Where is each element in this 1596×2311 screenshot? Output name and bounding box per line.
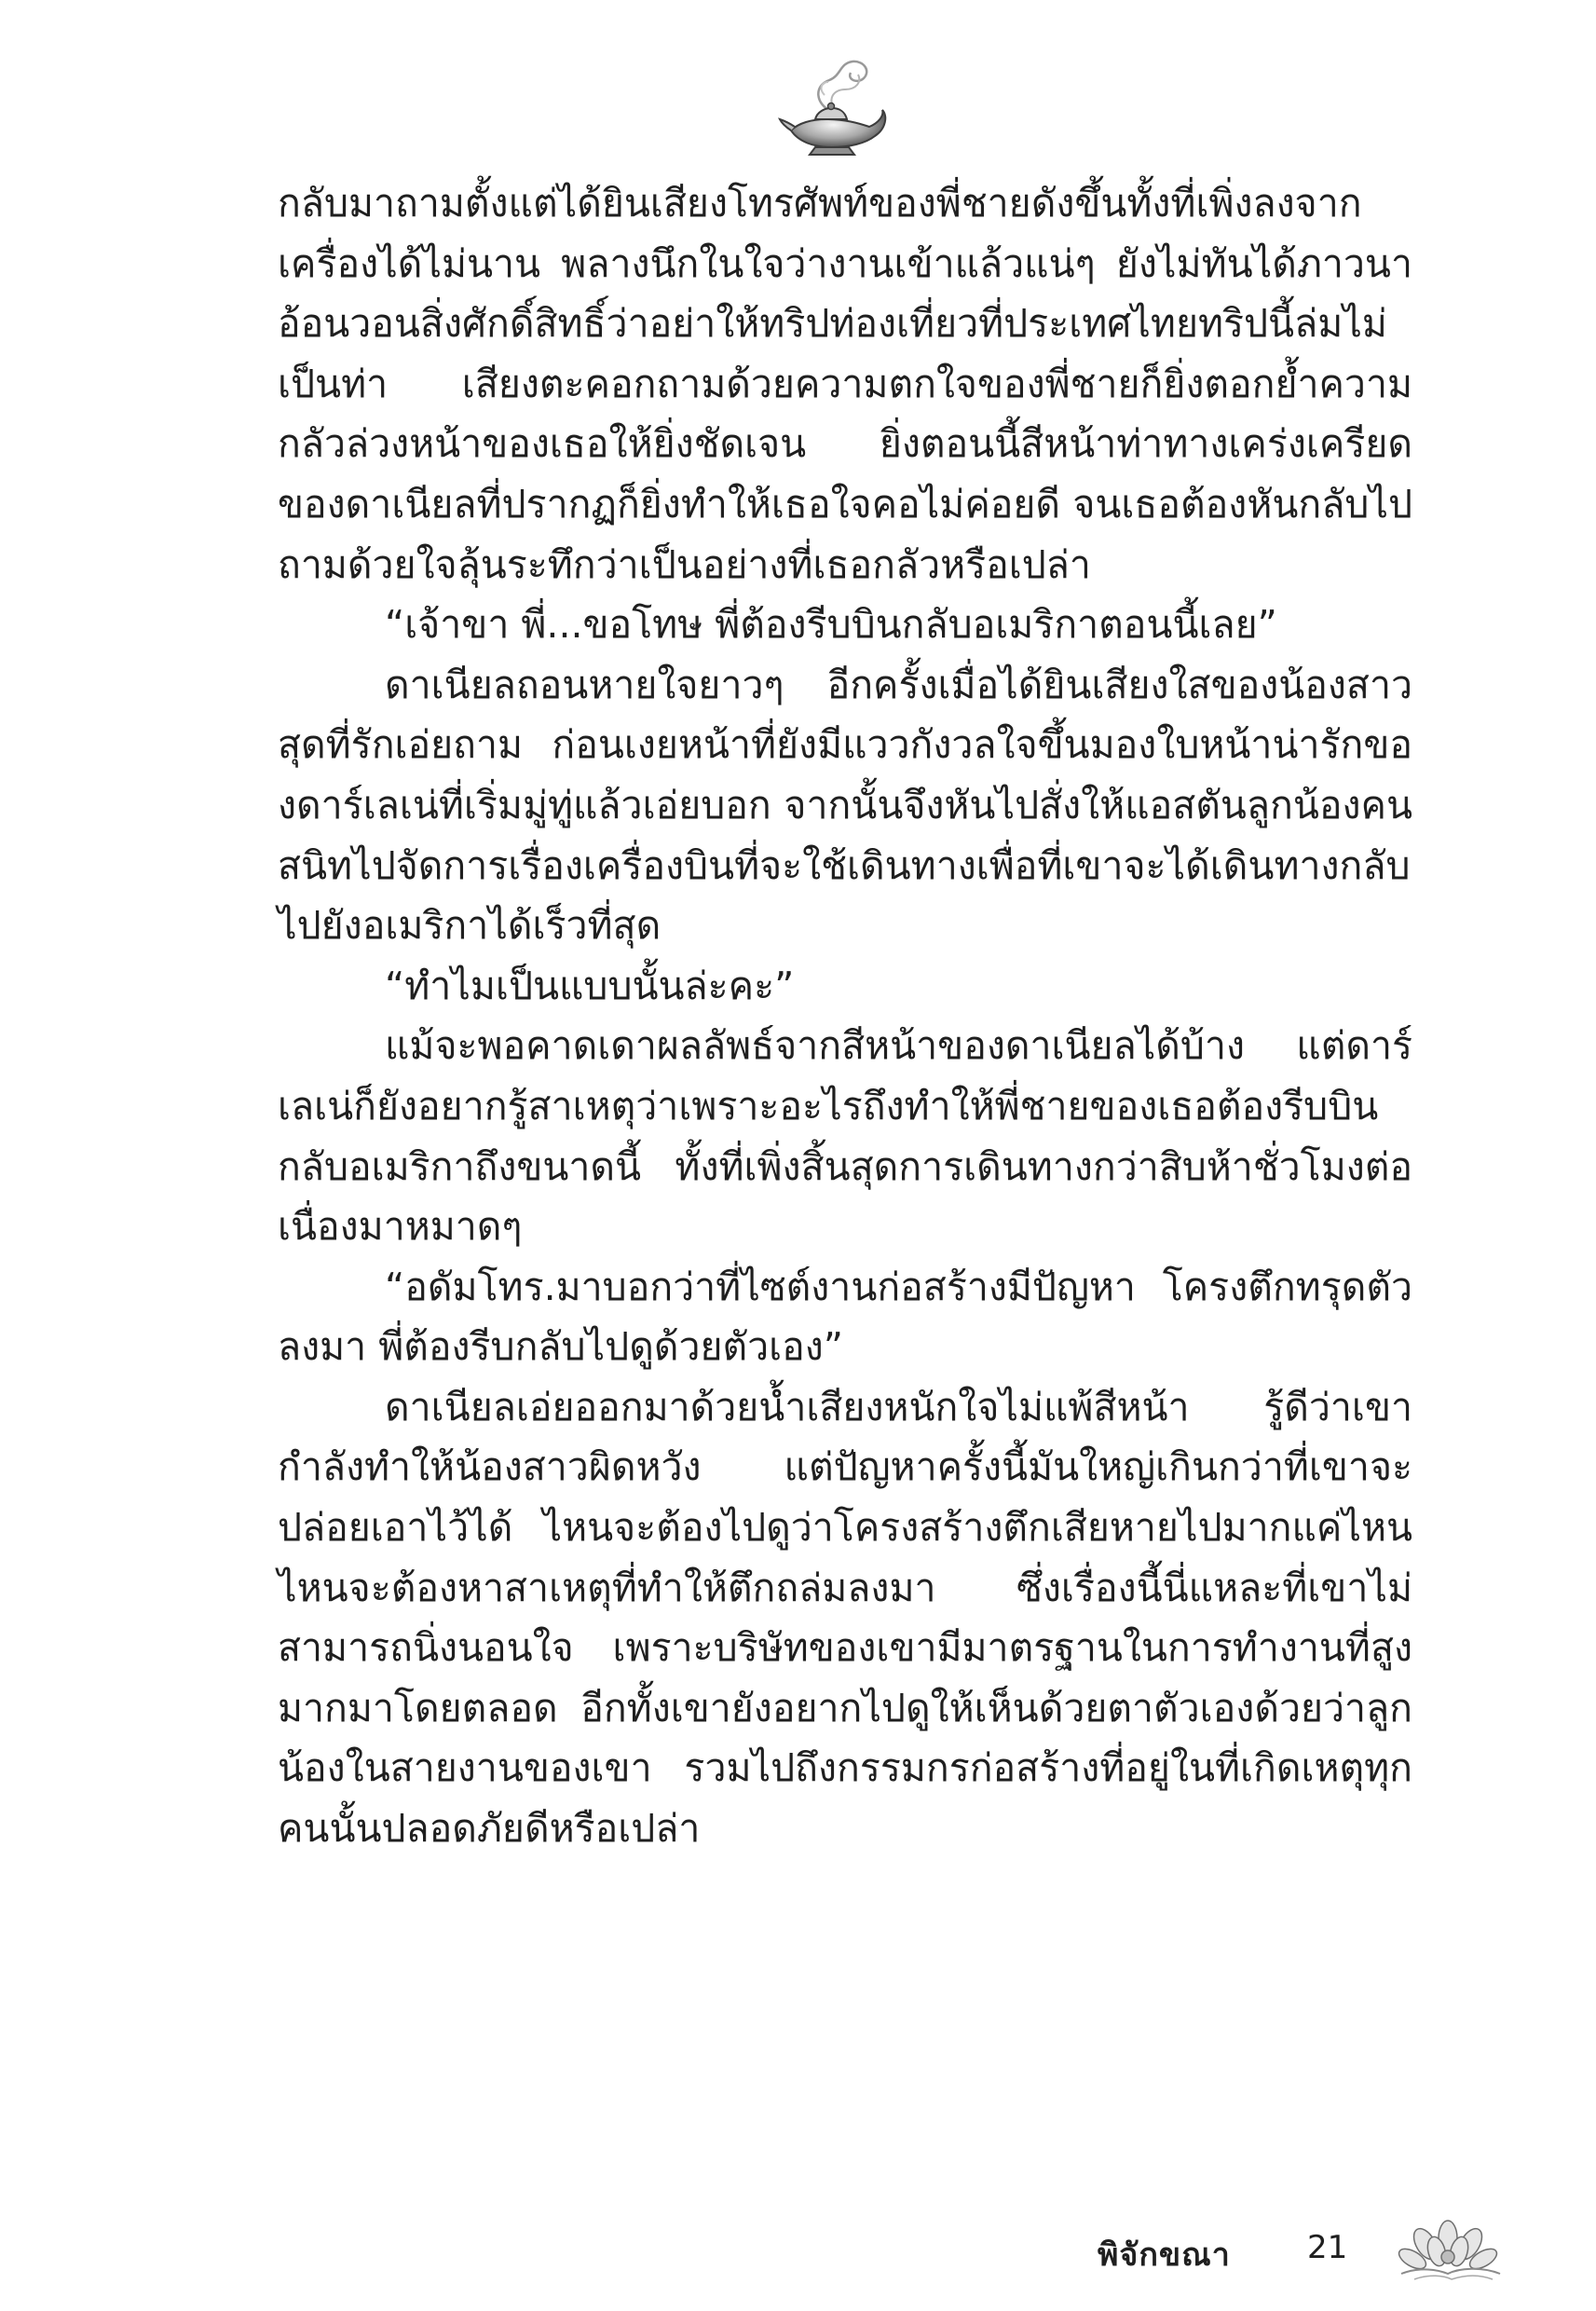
paragraph: “เจ้าขา พี่...ขอโทษ พี่ต้องรีบบินกลับอเมริกาตอนนี้เลย” <box>385 602 1277 648</box>
lotus-flower-icon <box>1392 2220 1507 2285</box>
paragraph: ดาเนียลถอนหายใจยาวๆ อีกครั้งเมื่อได้ยินเสียงใสของน้องสาวสุดที่รักเอ่ยถาม ก่อนเงยหน้าที่ยังมีแววกังวลใจขึ้นมองใบหน้าน่ารักของดาร์เลเน่ที่เริ่มมู่ทู่แล้วเอ่ยบอก จากนั้นจึงหันไปสั่งให้แอสตันลูกน้องคนสนิทไปจัดการเรื่องเครื่องบินที่จะใช้เดินทางเพื่อที่เขาจะได้เดินทางกลับไปยังอเมริกาได้เร็วที่สุด <box>278 662 1412 949</box>
paragraph: แม้จะพอคาดเดาผลลัพธ์จากสีหน้าของดาเนียลได้บ้าง แต่ดาร์เลเน่ก็ยังอยากรู้สาเหตุว่าเพราะอะไรถึงทำให้พี่ชายของเธอต้องรีบบินกลับอเมริกาถึงขนาดนี้ ทั้งที่เพิ่งสิ้นสุดการเดินทางกว่าสิบห้าชั่วโมงต่อเนื่องมาหมาดๆ <box>278 1023 1412 1250</box>
paragraph: “อดัมโทร.มาบอกว่าที่ไซต์งานก่อสร้างมีปัญหา โครงตึกทรุดตัวลงมา พี่ต้องรีบกลับไปดูด้วยตัวเอง” <box>278 1264 1412 1370</box>
book-title: พิจักขณา <box>1098 2236 1231 2274</box>
magic-lamp-icon <box>778 58 890 162</box>
page-number: 21 <box>1307 2229 1348 2266</box>
paragraph: “ทำไมเป็นแบบนั้นล่ะคะ” <box>385 963 795 1008</box>
paragraph: กลับมาถามตั้งแต่ได้ยินเสียงโทรศัพท์ของพี่ชายดังขึ้นทั้งที่เพิ่งลงจากเครื่องได้ไม่นาน พลางนึกในใจว่างานเข้าแล้วแน่ๆ ยังไม่ทันได้ภาวนาอ้อนวอนสิ่งศักดิ์สิทธิ์ว่าอย่าให้ทริปท่องเที่ยวที่ประเทศไทยทริปนี้ล่มไม่เป็นท่า เสียงตะคอกถามด้วยความตกใจของพี่ชายก็ยิ่งตอกย้ำความกลัวล่วงหน้าของเธอให้ยิ่งชัดเจน ยิ่งตอนนี้สีหน้าท่าทางเคร่งเครียดของดาเนียลที่ปรากฏก็ยิ่งทำให้เธอใจคอไม่ค่อยดี จนเธอต้องหันกลับไปถามด้วยใจลุ้นระทึกว่าเป็นอย่างที่เธอกลัวหรือเปล่า <box>278 181 1412 587</box>
body-text <box>278 173 1412 1859</box>
page-footer <box>0 2220 1596 2294</box>
paragraph: ดาเนียลเอ่ยออกมาด้วยน้ำเสียงหนักใจไม่แพ้สีหน้า รู้ดีว่าเขากำลังทำให้น้องสาวผิดหวัง แต่ปัญหาครั้งนี้มันใหญ่เกินกว่าที่เขาจะปล่อยเอาไว้ได้ ไหนจะต้องไปดูว่าโครงสร้างตึกเสียหายไปมากแค่ไหน ไหนจะต้องหาสาเหตุที่ทำให้ตึกถล่มลงมา ซึ่งเรื่องนี้นี่แหละที่เขาไม่สามารถนิ่งนอนใจ เพราะบริษัทของเขามีมาตรฐานในการทำงานที่สูงมากมาโดยตลอด อีกทั้งเขายังอยากไปดูให้เห็นด้วยตาตัวเองด้วยว่าลูกน้องในสายงานของเขา รวมไปถึงกรรมกรก่อสร้างที่อยู่ในที่เกิดเหตุทุกคนนั้นปลอดภัยดีหรือเปล่า <box>278 1384 1412 1852</box>
